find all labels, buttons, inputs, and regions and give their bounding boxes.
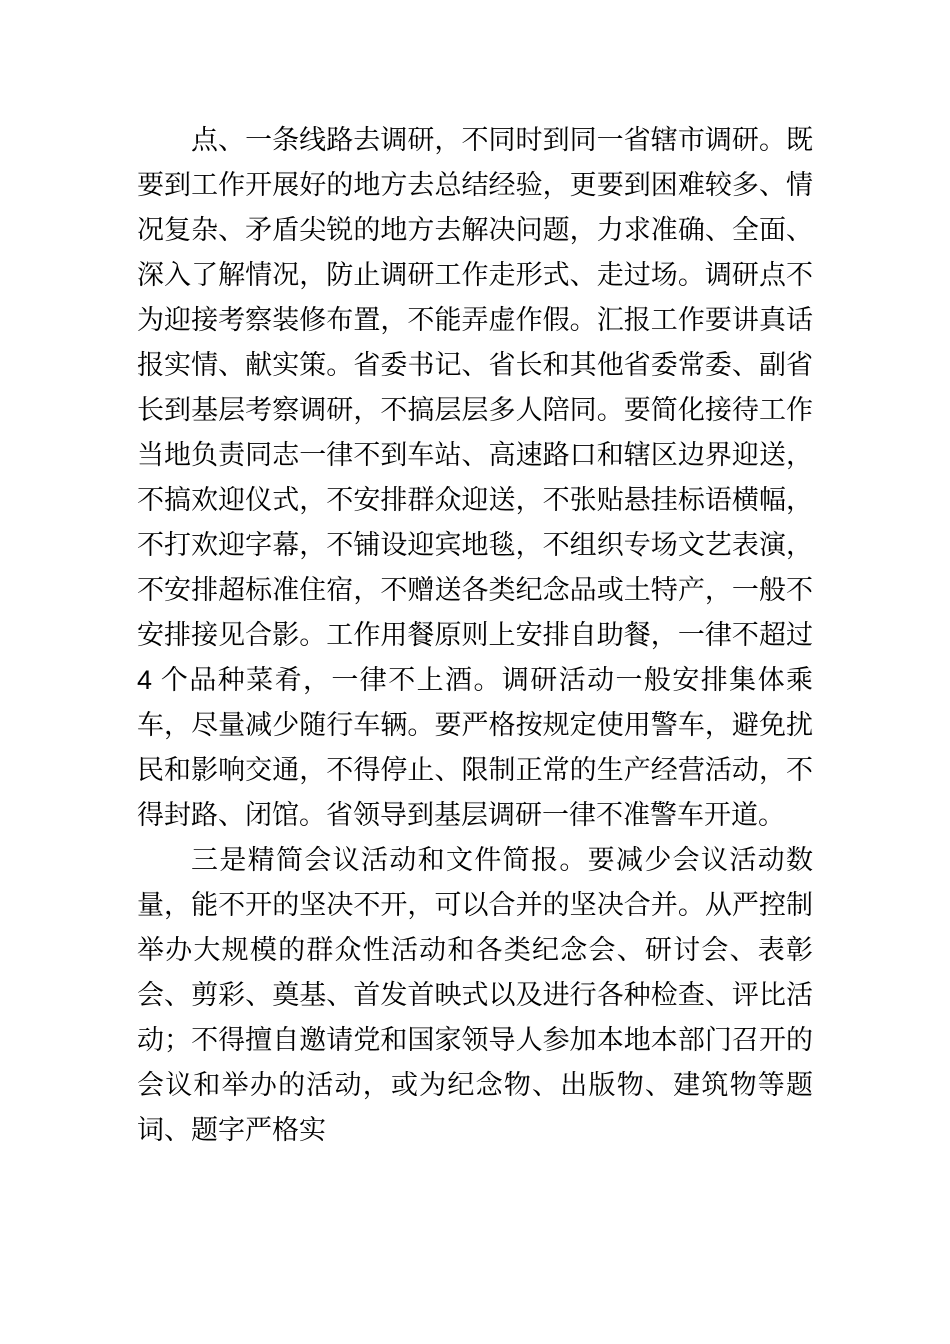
paragraph-research-visit-rules: 点、一条线路去调研，不同时到同一省辖市调研。既要到工作开展好的地方去总结经验，更要到困难较多、情况复杂、矛盾尖锐的地方去解决问题，力求准确、全面、深入了解情况，防止调研工作走形式、走过场。调研点不为迎接考察装修布置，不能弄虚作假。汇报工作要讲真话报实情、献实策。省委书记、省长和其他省委常委、副省长到基层考察调研，不搞层层多人陪同。要简化接待工作当地负责同志一律不到车站、高速路口和辖区边界迎送，不搞欢迎仪式，不安排群众迎送，不张贴悬挂标语横幅，不打欢迎字幕，不铺设迎宾地毯，不组织专场文艺表演，不安排超标准住宿，不赠送各类纪念品或土特产，一般不安排接见合影。工作用餐原则上安排自助餐，一律不超过 4 个品种菜肴，一律不上酒。调研活动一般安排集体乘车，尽量减少随行车辆。要严格按规定使用警车，避免扰民和影响交通，不得停止、限制正常的生产经营活动，不得封路、闭馆。省领导到基层调研一律不准警车开道。 xyxy=(137,125,813,830)
paragraph-streamline-meetings-documents: 三是精简会议活动和文件简报。要减少会议活动数量，能不开的坚决不开，可以合并的坚决合并。从严控制举办大规模的群众性活动和各类纪念会、研讨会、表彰会、剪彩、奠基、首发首映式以及进行各种检查、评比活动；不得擅自邀请党和国家领导人参加本地本部门召开的会议和举办的活动，或为纪念物、出版物、建筑物等题词、题字严格实 xyxy=(137,845,813,1145)
document-body-text xyxy=(137,118,813,1153)
